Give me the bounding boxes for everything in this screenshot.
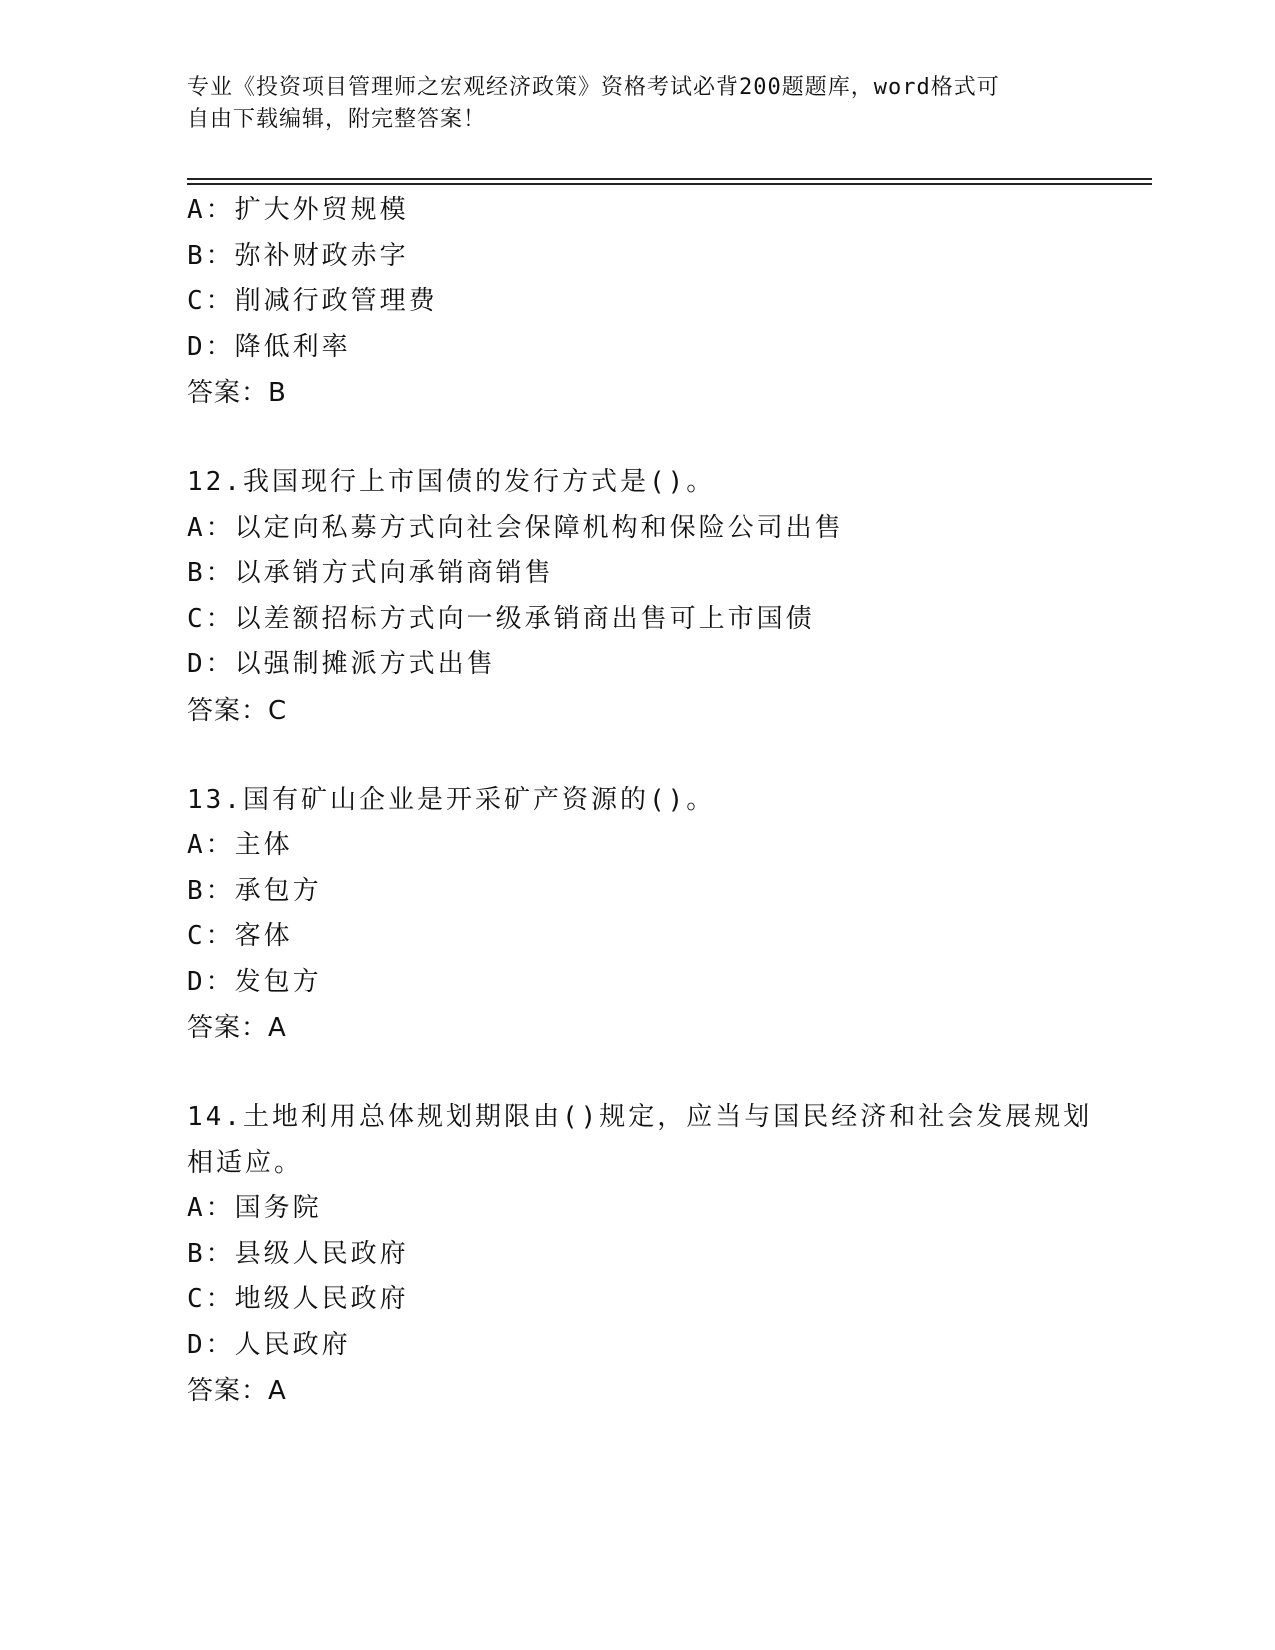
question-spacer (187, 416, 1087, 460)
answer-line: 答案：A (187, 1376, 287, 1406)
question-11 (187, 188, 1087, 416)
option-c: C：地级人民政府 (187, 1284, 409, 1314)
option-c: C：客体 (187, 921, 293, 951)
option-b: B：弥补财政赤字 (187, 240, 409, 271)
header-title-line-1: 专业《投资项目管理师之宏观经济政策》资格考试必背200题题库，word格式可 (187, 75, 1000, 100)
option-a: A：以定向私募方式向社会保障机构和保险公司出售 (187, 512, 844, 543)
option-c: C：削减行政管理费 (187, 286, 438, 316)
question-stem: 13.国有矿山企业是开采矿产资源的()。 (187, 784, 716, 815)
answer-line: 答案：A (187, 1013, 287, 1043)
question-spacer (187, 734, 1087, 778)
question-14 (187, 1095, 1093, 1414)
option-c: C：以差额招标方式向一级承销商出售可上市国债 (187, 603, 815, 634)
option-a: A：国务院 (187, 1193, 322, 1223)
question-13 (187, 778, 1087, 1052)
question-stem: 12.我国现行上市国债的发行方式是()。 (187, 467, 716, 497)
option-d: D：以强制摊派方式出售 (187, 649, 496, 679)
option-a: A：主体 (187, 830, 293, 860)
option-b: B：以承销方式向承销商销售 (187, 558, 554, 588)
header-divider-bottom (187, 183, 1152, 185)
header-divider-top (187, 178, 1152, 180)
option-d: D：发包方 (187, 966, 322, 997)
answer-line: 答案：B (187, 378, 287, 408)
question-stem-line-1: 14.土地利用总体规划期限由()规定，应当与国民经济和社会发展规划 (187, 1102, 1093, 1132)
question-stem-line-2: 相适应。 (187, 1147, 304, 1178)
option-b: B：县级人民政府 (187, 1238, 409, 1269)
option-b: B：承包方 (187, 875, 322, 906)
question-spacer (187, 1051, 1087, 1095)
option-a: A：扩大外贸规模 (187, 195, 409, 225)
header-title-line-2: 自由下载编辑，附完整答案！ (187, 107, 487, 132)
question-12 (187, 460, 1087, 734)
option-d: D：人民政府 (187, 1329, 351, 1360)
option-d: D：降低利率 (187, 331, 351, 362)
question-list (187, 188, 1093, 1414)
document-header (187, 72, 1087, 136)
answer-line: 答案：C (187, 695, 288, 726)
